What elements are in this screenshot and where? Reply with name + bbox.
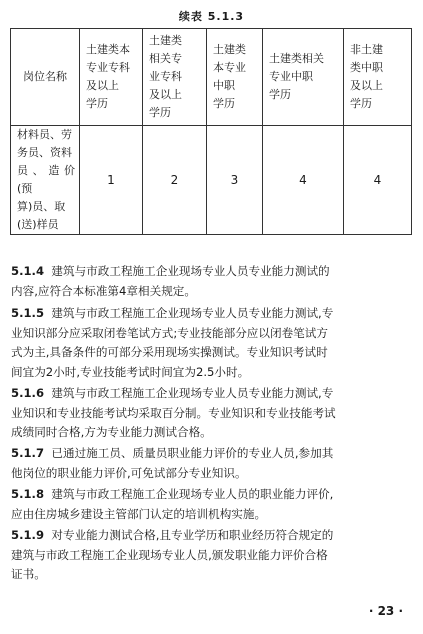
section-5-1-7 bbox=[11, 444, 412, 483]
section-5-1-6 bbox=[11, 384, 412, 443]
header-col-4: 土建类相关 专业中职 学历 bbox=[263, 29, 344, 126]
section-text-line: 建筑与市政工程施工企业现场专业人员的职业能力评价, bbox=[51, 487, 334, 501]
section-text-line: 建筑与市政工程施工企业现场专业人员专业能力测试,专 bbox=[51, 386, 334, 400]
table-caption: 续表 5.1.3 bbox=[178, 10, 245, 23]
section-text-line: 业知识部分应采取闭卷笔试方式;专业技能部分应以闭卷笔试方 bbox=[11, 325, 328, 340]
header-col-2: 土建类 相关专 业专科 及以上 学历 bbox=[143, 29, 207, 126]
section-number: 5.1.4 bbox=[11, 264, 45, 278]
table-row bbox=[11, 126, 412, 235]
section-5-1-4 bbox=[11, 262, 412, 301]
section-text-line: 建筑与市政工程施工企业现场专业人员专业能力测试,专 bbox=[51, 306, 334, 320]
cell-value: 3 bbox=[207, 126, 263, 235]
cell-value: 1 bbox=[80, 126, 143, 235]
section-number: 5.1.6 bbox=[11, 386, 45, 400]
section-text-line: 建筑与市政工程施工企业现场专业人员专业能力测试的 bbox=[51, 264, 330, 278]
section-text-line: 他岗位的职业能力评价,可免试部分专业知识。 bbox=[11, 465, 247, 480]
section-text-line: 建筑与市政工程施工企业现场专业人员,颁发职业能力评价合格 bbox=[11, 547, 328, 562]
data-table bbox=[10, 28, 412, 235]
section-5-1-8 bbox=[11, 485, 412, 524]
section-number: 5.1.9 bbox=[11, 528, 45, 542]
section-5-1-9 bbox=[11, 526, 412, 585]
row-position-name: 材料员、劳 务员、资料 员、造价(预 算)员、取 (送)样员 bbox=[11, 126, 80, 235]
section-text-line: 应由住房城乡建设主管部门认定的培训机构实施。 bbox=[11, 506, 267, 521]
header-col-1: 土建类本 专业专科 及以上 学历 bbox=[80, 29, 143, 126]
cell-value: 4 bbox=[344, 126, 412, 235]
section-text-line: 内容,应符合本标准第4章相关规定。 bbox=[11, 283, 196, 298]
section-text-line: 已通过施工员、质量员职业能力评价的专业人员,参加其 bbox=[51, 446, 334, 460]
page-number: · 23 · bbox=[368, 604, 403, 618]
table-header-row bbox=[11, 29, 412, 126]
section-text-line: 证书。 bbox=[11, 567, 46, 582]
header-col-5: 非土建 类中职 及以上 学历 bbox=[344, 29, 412, 126]
section-number: 5.1.8 bbox=[11, 487, 45, 501]
section-text-line: 成绩同时合格,方为专业能力测试合格。 bbox=[11, 425, 212, 440]
section-number: 5.1.7 bbox=[11, 446, 45, 460]
section-5-1-5 bbox=[11, 304, 412, 382]
section-text-line: 业知识和专业技能考试均采取百分制。专业知识和专业技能考试 bbox=[11, 405, 336, 420]
header-position-name: 岗位名称 bbox=[11, 29, 80, 126]
section-number: 5.1.5 bbox=[11, 306, 45, 320]
section-text-line: 间宜为2小时,专业技能考试时间宜为2.5小时。 bbox=[11, 364, 250, 379]
header-col-3: 土建类 本专业 中职 学历 bbox=[207, 29, 263, 126]
section-text-line: 对专业能力测试合格,且专业学历和职业经历符合规定的 bbox=[51, 528, 334, 542]
cell-value: 2 bbox=[143, 126, 207, 235]
section-text-line: 式为主,具备条件的可部分采用现场实操测试。专业知识考试时 bbox=[11, 345, 328, 360]
cell-value: 4 bbox=[263, 126, 344, 235]
